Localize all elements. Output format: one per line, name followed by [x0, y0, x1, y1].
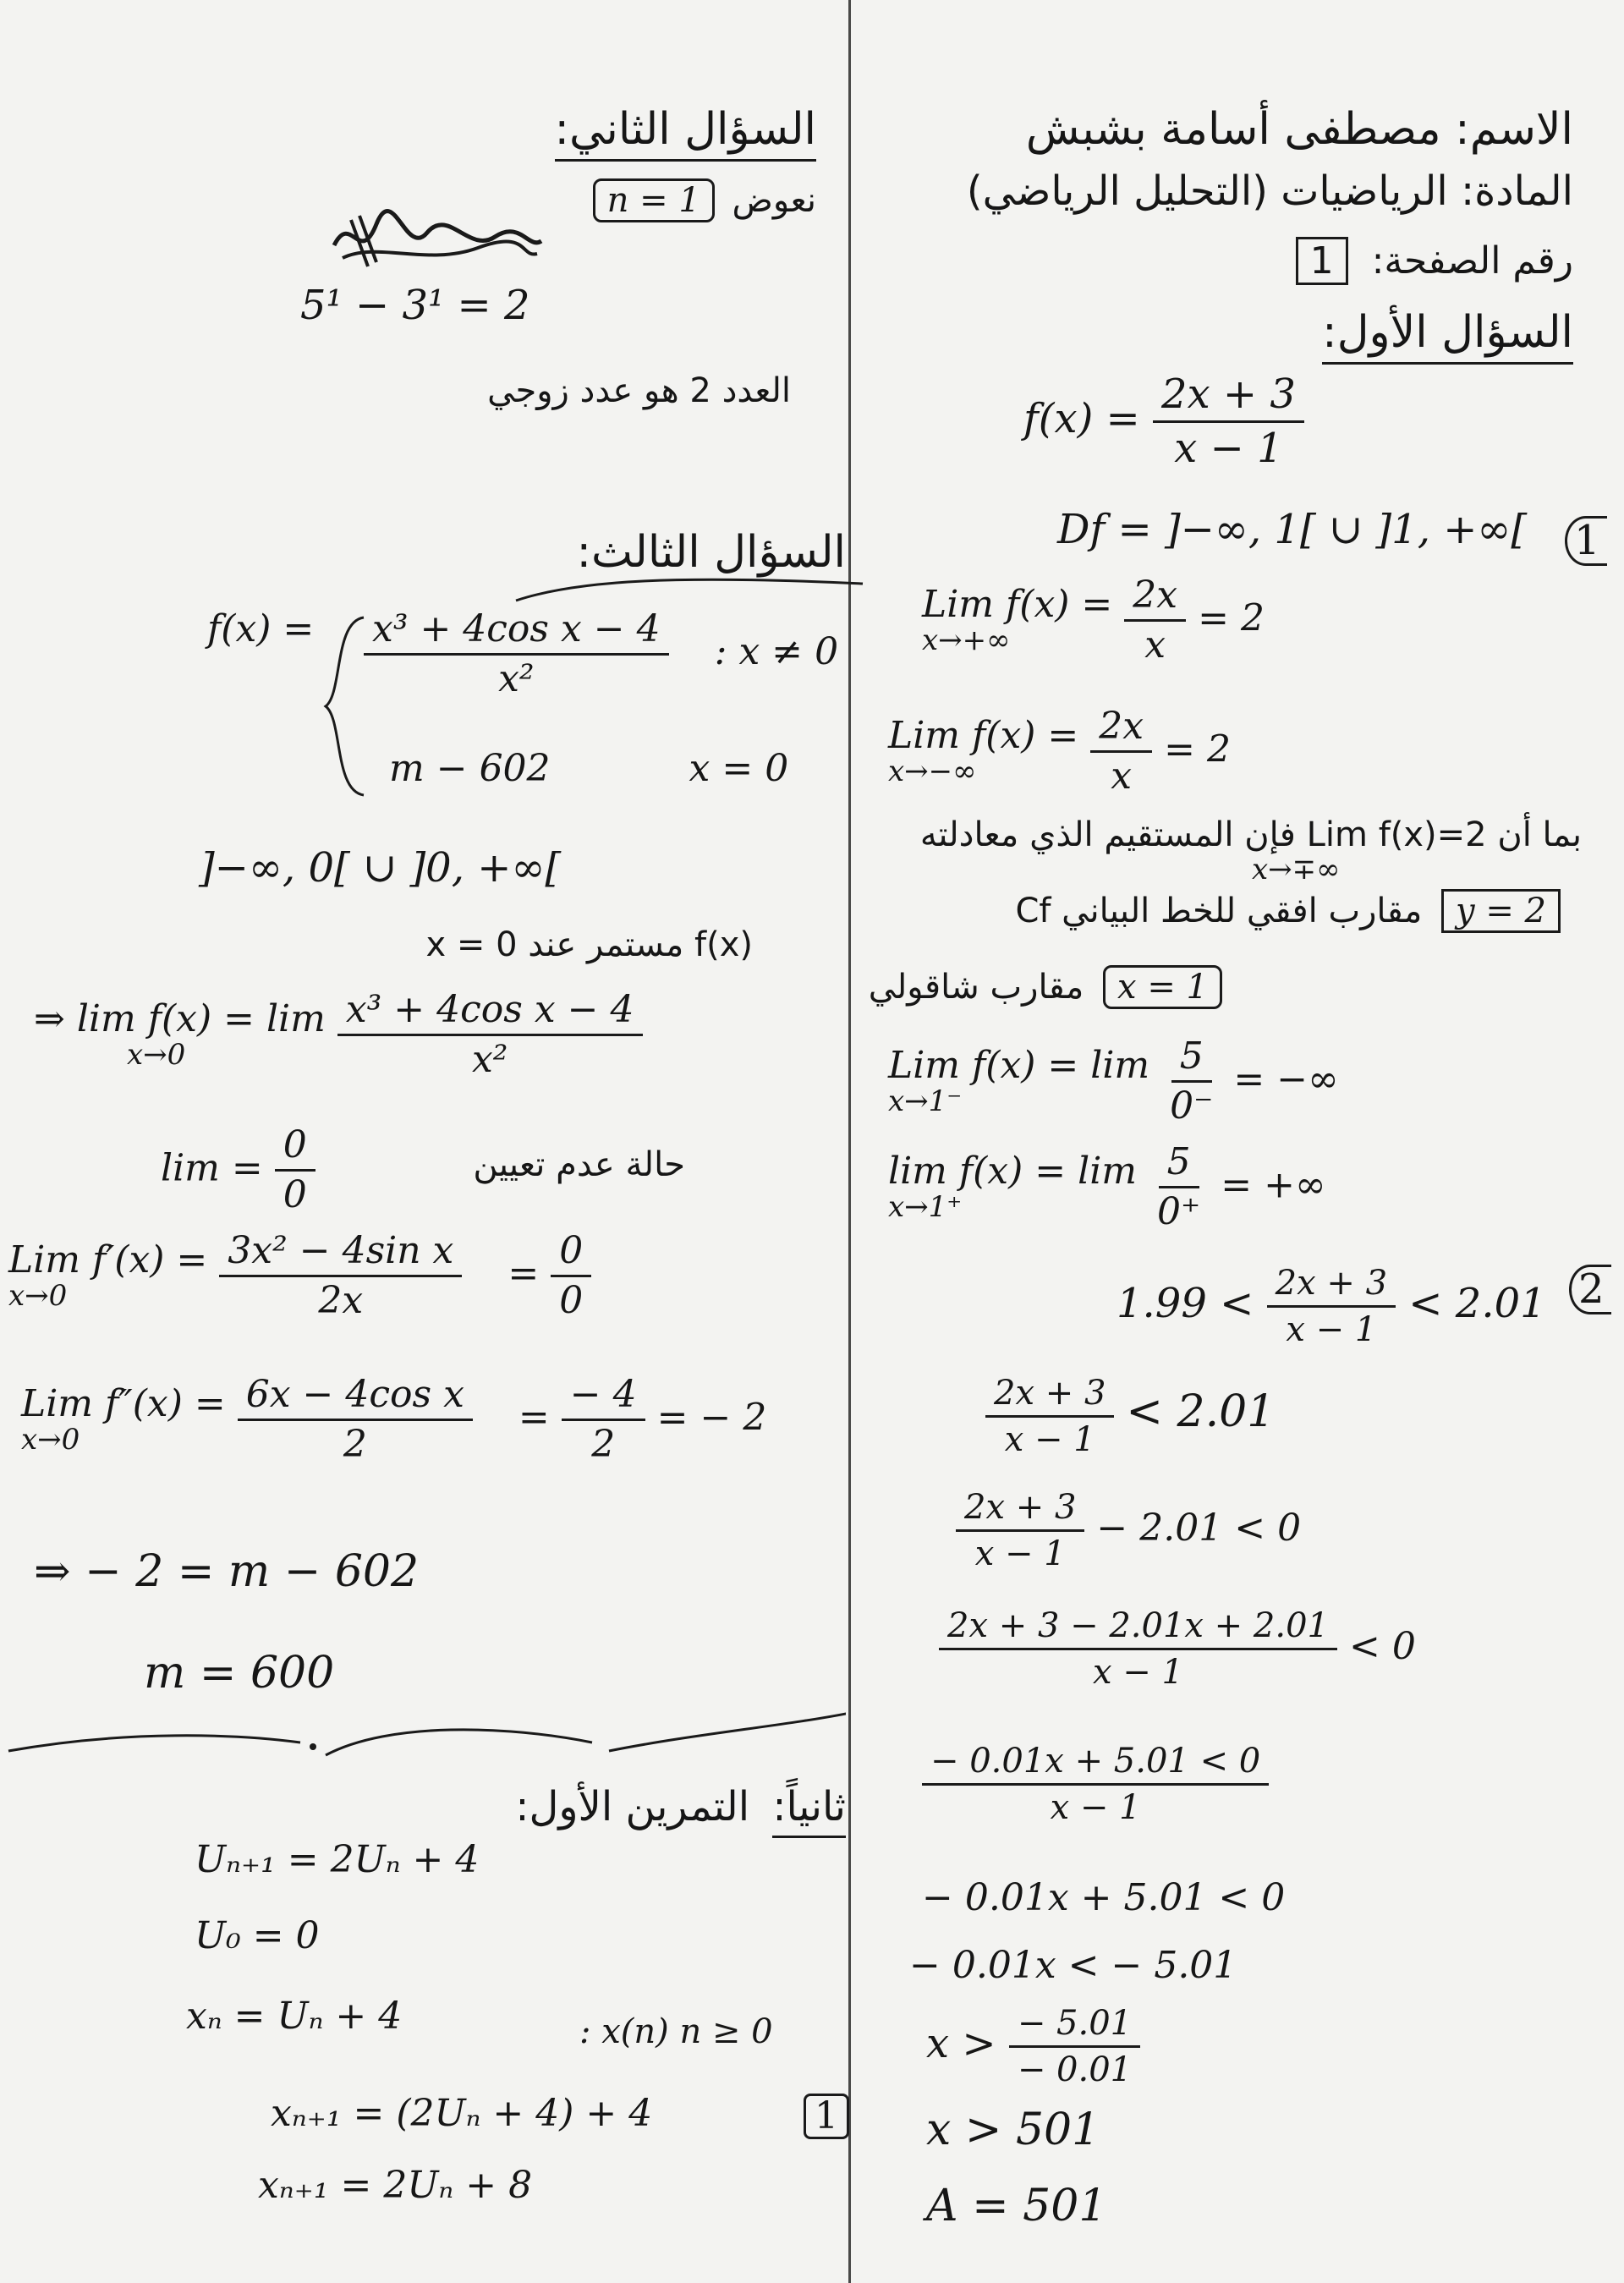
vertical-asymptote-eq: x = 1	[1103, 965, 1222, 1009]
section-separator	[0, 1700, 846, 1793]
sequence-x-def: xₙ = Uₙ + 4	[186, 1995, 403, 2038]
lim-one-minus: Lim f(x) = lim x→1⁻ $\frac{5}{0^-}$ = −∞	[888, 1034, 1339, 1128]
ineq-step-1: $\frac{2x + 3}{x - 1}$ < 2.01	[985, 1375, 1275, 1458]
q1-function-def: f(x) = $\frac{2x + 3}{x - 1}$	[1023, 372, 1304, 471]
lim-one-plus: lim f(x) = lim x→1⁺ $\frac{5}{0^+}$ = +∞	[888, 1140, 1326, 1234]
sequence-recurrence: Uₙ₊₁ = 2Uₙ + 4	[195, 1838, 480, 1881]
q3-equation-1: ⇒ − 2 = m − 602	[34, 1546, 420, 1597]
q3-case-2: m − 602 x = 0	[389, 747, 789, 790]
q2-substitute-box: n = 1	[593, 178, 715, 222]
q3-equation-2: m = 600	[144, 1648, 335, 1699]
q3-limit: ⇒ lim f(x) = lim x→0 $\frac{\text{x³ + 4cos x − 4}}{\text{x²}}$	[34, 990, 643, 1081]
vertical-asymptote: x = 1 مقارب شاقولي	[869, 969, 1222, 1006]
q2-substitute: نعوض n = 1	[593, 182, 816, 219]
inequality-statement: 1.99 < $\frac{2x + 3}{x - 1}$ < 2.01	[1116, 1264, 1546, 1349]
ineq-step-3: $\frac{2x + 3 - 2.01x + 2.01}{x - 1}$ < 0	[939, 1607, 1416, 1691]
ineq-step-6: − 0.01x < − 5.01	[909, 1944, 1237, 1987]
lim-minus-infinity: Lim f(x) = x→−∞ $\frac{2x}{x}$ = 2	[888, 705, 1231, 799]
ineq-step-2: $\frac{2x + 3}{x - 1}$ − 2.01 < 0	[956, 1489, 1301, 1572]
sequence-x-next-simplified: xₙ₊₁ = 2Uₙ + 8	[258, 2164, 533, 2207]
subject-line: المادة: الرياضيات (التحليل الرياضي)	[966, 167, 1573, 215]
q3-lhopital-1: Lim f′(x) = x→0 $\frac{\text{3x² − 4sin x}}{2x}$ = $\frac{0}{0}$	[8, 1231, 591, 1322]
ineq-step-4: $\frac{- 0.01x + 5.01 < 0}{x - 1}$	[922, 1742, 1269, 1826]
part1-marker: 1	[1565, 516, 1607, 566]
exercise-title: ثانياً: التمرين الأول:	[515, 1785, 846, 1830]
q2-calculation: 5¹ − 3¹ = 2	[300, 282, 530, 329]
horizontal-asymptote: y = 2 مقارب افقي للخط البياني Cf	[1015, 892, 1561, 930]
q3-title-underline	[512, 575, 867, 609]
page-number-label: رقم الصفحة: 1	[1296, 241, 1573, 282]
exercise-part-marker: 1	[804, 2094, 849, 2139]
lim-plus-infinity: Lim f(x) = x→+∞ $\frac{2x}{x}$ = 2	[922, 573, 1265, 667]
q3-lhopital-2: Lim f″(x) = x→0 $\frac{\text{6x − 4cos x}}{2}$ = $\frac{- 4}{2}$ = − 2	[21, 1373, 767, 1467]
student-name: الاسم: مصطفى أسامة بشبش	[1025, 104, 1573, 155]
since-statement-sub: x→∓∞	[1252, 853, 1341, 886]
ineq-step-7: x > $\frac{- 5.01}{- 0.01}$	[926, 2005, 1140, 2088]
q3-continuity: f(x) مستمر عند x = 0	[425, 925, 753, 964]
q1-title: السؤال الأول:	[1322, 309, 1573, 365]
page-number-box: 1	[1296, 237, 1348, 285]
q3-domain: ]−∞, 0[ ∪ ]0, +∞[	[199, 844, 562, 892]
q3-piecewise-label: f(x) =	[207, 607, 315, 650]
crossed-out-scribble	[326, 207, 546, 275]
horizontal-asymptote-eq: y = 2	[1441, 889, 1561, 933]
q2-title: السؤال الثاني:	[555, 106, 816, 162]
q3-title: السؤال الثالث:	[576, 527, 846, 578]
part2-marker: 2	[1569, 1265, 1611, 1314]
q3-indeterminate: lim = $\frac{0}{0}$	[161, 1125, 315, 1216]
ineq-step-5: − 0.01x + 5.01 < 0	[922, 1876, 1286, 1919]
ineq-step-8: x > 501	[926, 2105, 1100, 2155]
sequence-x-next: xₙ₊₁ = (2Uₙ + 4) + 4	[271, 2092, 653, 2135]
q3-indeterminate-note: حالة عدم تعيين	[473, 1145, 685, 1184]
column-divider	[848, 0, 851, 2283]
q2-conclusion: العدد 2 هو عدد زوجي	[487, 371, 791, 410]
sequence-x-cond: : x(n) n ≥ 0	[579, 2012, 773, 2051]
q1-domain: Df = ]−∞, 1[ ∪ ]1, +∞[	[1057, 506, 1528, 553]
final-answer: A = 501	[926, 2181, 1107, 2231]
q3-case-1: $\frac{\text{x³ + 4cos x − 4}}{\text{x²}}$ : x ≠ 0	[364, 609, 838, 700]
since-statement: بما أن Lim f(x)=2 فإن المستقيم الذي معادلته	[919, 815, 1582, 854]
sequence-initial: U₀ = 0	[195, 1914, 320, 1957]
